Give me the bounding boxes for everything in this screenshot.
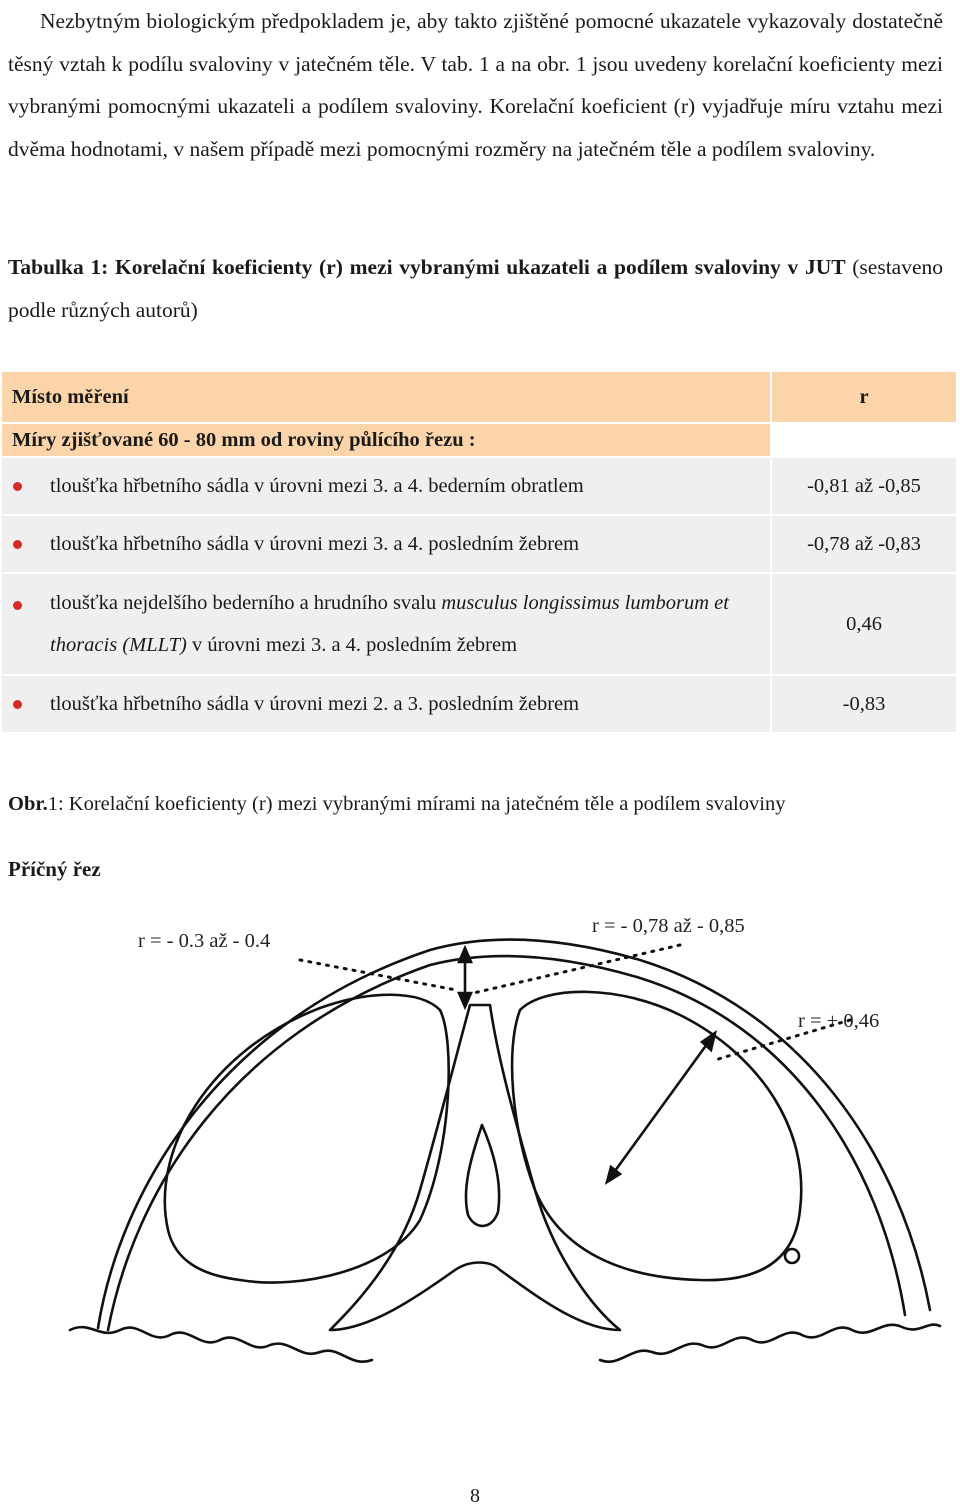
figure-caption-bold: Obr. [8, 793, 48, 815]
figure-subtitle: Příčný řez [8, 857, 101, 881]
leader-top-right [465, 945, 680, 995]
table-row [2, 574, 956, 674]
row-value: 0,46 [846, 612, 882, 635]
row-label [2, 574, 770, 674]
outer-skin-line [98, 940, 930, 1328]
subheader-empty-cell [772, 424, 956, 456]
row-label [2, 676, 770, 732]
figure-caption-rest: 1: Korelační koeficienty (r) mezi vybranými mírami na jatečném těle a podílem svaloviny [47, 793, 786, 815]
bullet-icon [13, 700, 22, 709]
table-header-row [2, 372, 956, 422]
muscle-depth-arrow [612, 1040, 710, 1175]
bullet-icon [13, 540, 22, 549]
row-value: -0,83 [842, 692, 886, 715]
correlation-table [0, 370, 958, 734]
row-label [2, 458, 770, 514]
left-muscle-outline [165, 995, 449, 1283]
row-label-text: tloušťka hřbetního sádla v úrovni mezi 2. a 3. posledním žebrem [50, 692, 580, 715]
table-caption-rest: (sestaveno podle různých autorů) [8, 255, 943, 322]
row-label-text: tloušťka hřbetního sádla v úrovni mezi 3. a 4. posledním žebrem [50, 532, 580, 555]
label-right: r = + 0,46 [798, 1010, 880, 1032]
row-label-italic: musculus longissimus lumborum et thoracis (MLLT) [50, 592, 729, 656]
row-label-text: tloušťka hřbetního sádla v úrovni mezi 3. a 4. bederním obratlem [50, 474, 584, 497]
cross-section-figure [0, 890, 960, 1420]
table-row [2, 516, 956, 572]
page-number: 8 [470, 1485, 480, 1507]
table-row [2, 676, 956, 732]
bullet-icon [13, 601, 22, 610]
row-label-text: tloušťka nejdelšího bederního a hrudního svalu [50, 592, 442, 614]
subheader: Míry zjišťované 60 - 80 mm od roviny půlícího řezu : [2, 424, 770, 456]
header-place: Místo měření [2, 372, 770, 422]
vertebra-foramen [466, 1125, 499, 1226]
label-left: r = - 0.3 až - 0.4 [138, 930, 271, 952]
row-value: -0,78 až -0,83 [807, 532, 921, 555]
header-r: r [772, 372, 956, 422]
intro-paragraph: Nezbytným biologickým předpokladem je, aby takto zjištěné pomocné ukazatele vykazovaly dostatečně těsný vztah k podílu svaloviny v jatečném těle. V tab. 1 a na obr. 1 jsou uvedeny korelační koeficienty mezi vybranými pomocnými ukazateli a podílem svaloviny. Korelační koeficient (r) vyjadřuje míru vztahu mezi dvěma hodnotami, v našem případě mezi pomocnými rozměry na jatečném těle a podílem svaloviny. [8, 9, 943, 161]
table-caption [8, 246, 943, 331]
right-muscle-outline [512, 992, 801, 1280]
figure-caption [8, 790, 928, 819]
vertebra-outline [330, 1005, 620, 1330]
label-top-right: r = - 0,78 až - 0,85 [592, 915, 745, 937]
table-subheader-row [2, 424, 956, 456]
muscle-depth-arrowhead-bottom [607, 1167, 620, 1182]
table-row [2, 458, 956, 514]
bullet-icon [13, 482, 22, 491]
bottom-boundary-line [70, 1325, 940, 1362]
row-label [2, 516, 770, 572]
rib-circle [785, 1249, 799, 1263]
row-value: -0,81 až -0,85 [807, 474, 921, 497]
fat-depth-arrowhead-top [459, 948, 471, 962]
row-label-text-end: v úrovni mezi 3. a 4. posledním žebrem [186, 634, 518, 656]
table-caption-bold: Tabulka 1: Korelační koeficienty (r) mezi vybranými ukazateli a podílem svaloviny v JUT [8, 255, 846, 279]
